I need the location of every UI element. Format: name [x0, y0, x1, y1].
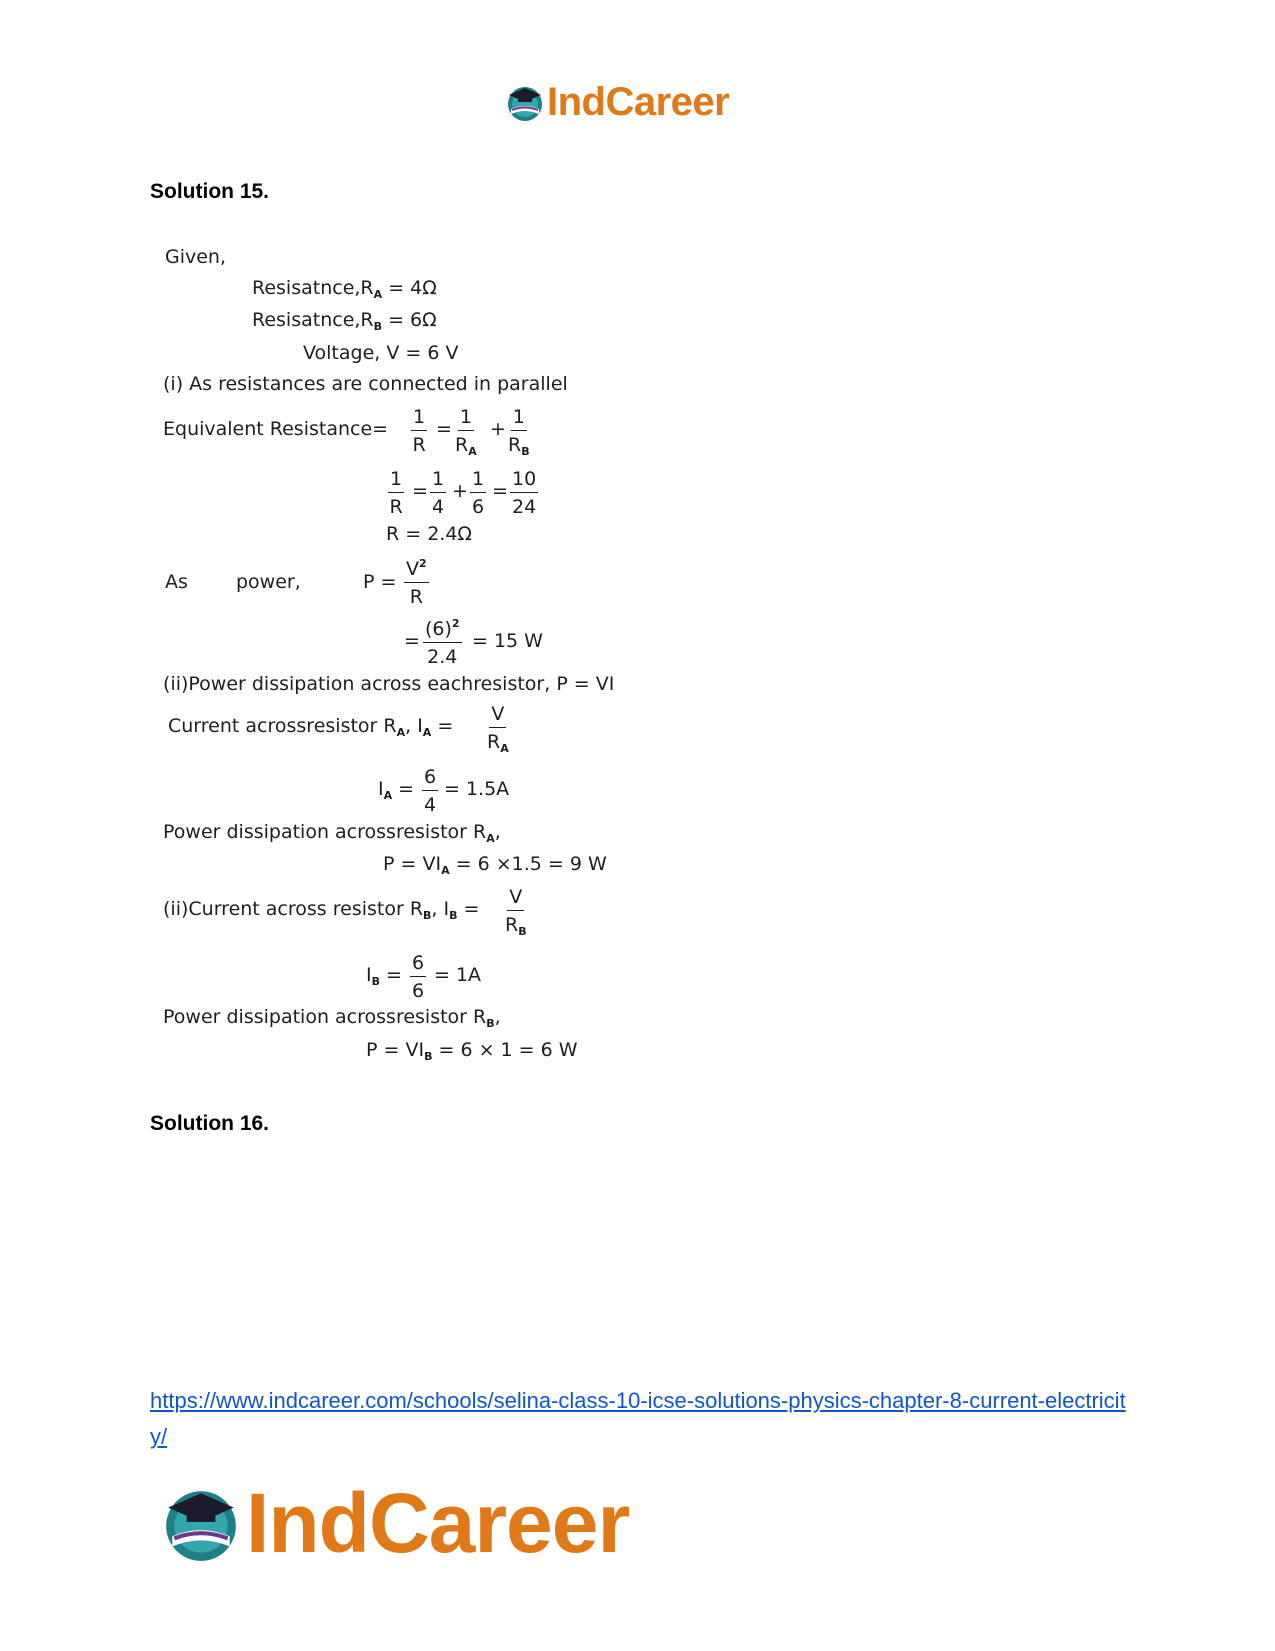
current-b-label: (ii)Current across resistor $R_B$, $I_B$ =	[163, 898, 480, 922]
fraction-6-over-6: $\frac{6}{6}$	[412, 952, 425, 1002]
brand-name: IndCareer	[246, 1476, 630, 1570]
plus-sign: +	[490, 418, 506, 440]
power-formula-label: P =	[363, 571, 397, 593]
part-1-statement: (i) As resistances are connected in parallel	[163, 373, 568, 395]
brand-name: IndCareer	[547, 80, 730, 124]
fraction-v-over-ra: $\frac{V}{R_A}$	[487, 703, 509, 755]
current-a-label: Current acrossresistor $R_A$, $I_A$ =	[168, 715, 454, 739]
fraction-1-over-r-2: $\frac{1}{R}$	[389, 468, 403, 518]
solution-16-heading: Solution 16.	[150, 1112, 270, 1135]
given-voltage: Voltage, V = 6 V	[303, 342, 459, 364]
as-label: As	[165, 571, 188, 593]
fraction-10-over-24: $\frac{10}{24}$	[512, 468, 537, 518]
equals-sign: =	[492, 480, 508, 502]
solution-15-heading: Solution 15.	[150, 180, 270, 203]
ib-label: $I_B$ =	[366, 964, 402, 988]
fraction-6-over-4: $\frac{6}{4}$	[424, 766, 437, 816]
power-diss-b-label: Power dissipation acrossresistor $R_B$,	[163, 1006, 501, 1030]
equivalent-resistance-label: Equivalent Resistance=	[163, 418, 389, 440]
part-2-statement: (ii)Power dissipation across eachresistor, P = VI	[163, 673, 615, 695]
power-result: = 15 W	[472, 630, 543, 652]
power-diss-a-label: Power dissipation acrossresistor $R_A$,	[163, 821, 501, 845]
ia-label: $I_A$ =	[378, 778, 415, 802]
resistance-result: R = 2.4Ω	[386, 523, 472, 545]
fraction-1-over-4: $\frac{1}{4}$	[432, 468, 445, 518]
ib-result: = 1A	[434, 964, 482, 986]
fraction-1-over-r: $\frac{1}{R}$	[412, 406, 426, 456]
given-rb: $Resisatnce,R_B = 6\Omega$	[252, 309, 437, 333]
indcareer-logo-bottom	[160, 1475, 629, 1572]
given-label: Given,	[165, 246, 227, 268]
fraction-1-over-ra: $\frac{1}{R_A}$	[455, 406, 477, 458]
power-label: power,	[236, 571, 301, 593]
ia-result: = 1.5A	[444, 778, 510, 800]
equals-sign: =	[436, 418, 452, 440]
plus-sign: +	[452, 480, 468, 502]
given-ra: $Resisatnce,R_A = 4\Omega$	[252, 277, 437, 301]
equals-sign: =	[412, 480, 428, 502]
graduation-cap-book-icon	[505, 83, 545, 123]
fraction-1-over-rb: $\frac{1}{R_B}$	[508, 406, 530, 458]
fraction-6sq-over-2-4: $\frac{(6)^2}{2.4}$	[425, 617, 460, 668]
footer-url-link[interactable]: https://www.indcareer.com/schools/selina-class-10-icse-solutions-physics-chapter-8-current-electricity/	[150, 1388, 1126, 1449]
fraction-1-over-6: $\frac{1}{6}$	[472, 468, 485, 518]
equals-sign: =	[404, 630, 420, 652]
fraction-v2-over-r: $\frac{V^2}{R}$	[406, 557, 427, 608]
fraction-v-over-rb: $\frac{V}{R_B}$	[505, 886, 527, 938]
graduation-cap-book-icon	[160, 1483, 242, 1565]
indcareer-logo-top	[505, 80, 729, 125]
power-b-result: $P = VI_B = 6 \times 1 = 6$ W	[366, 1039, 578, 1063]
power-a-result: $P = VI_A = 6 \times 1.5 = 9$ W	[383, 853, 607, 877]
